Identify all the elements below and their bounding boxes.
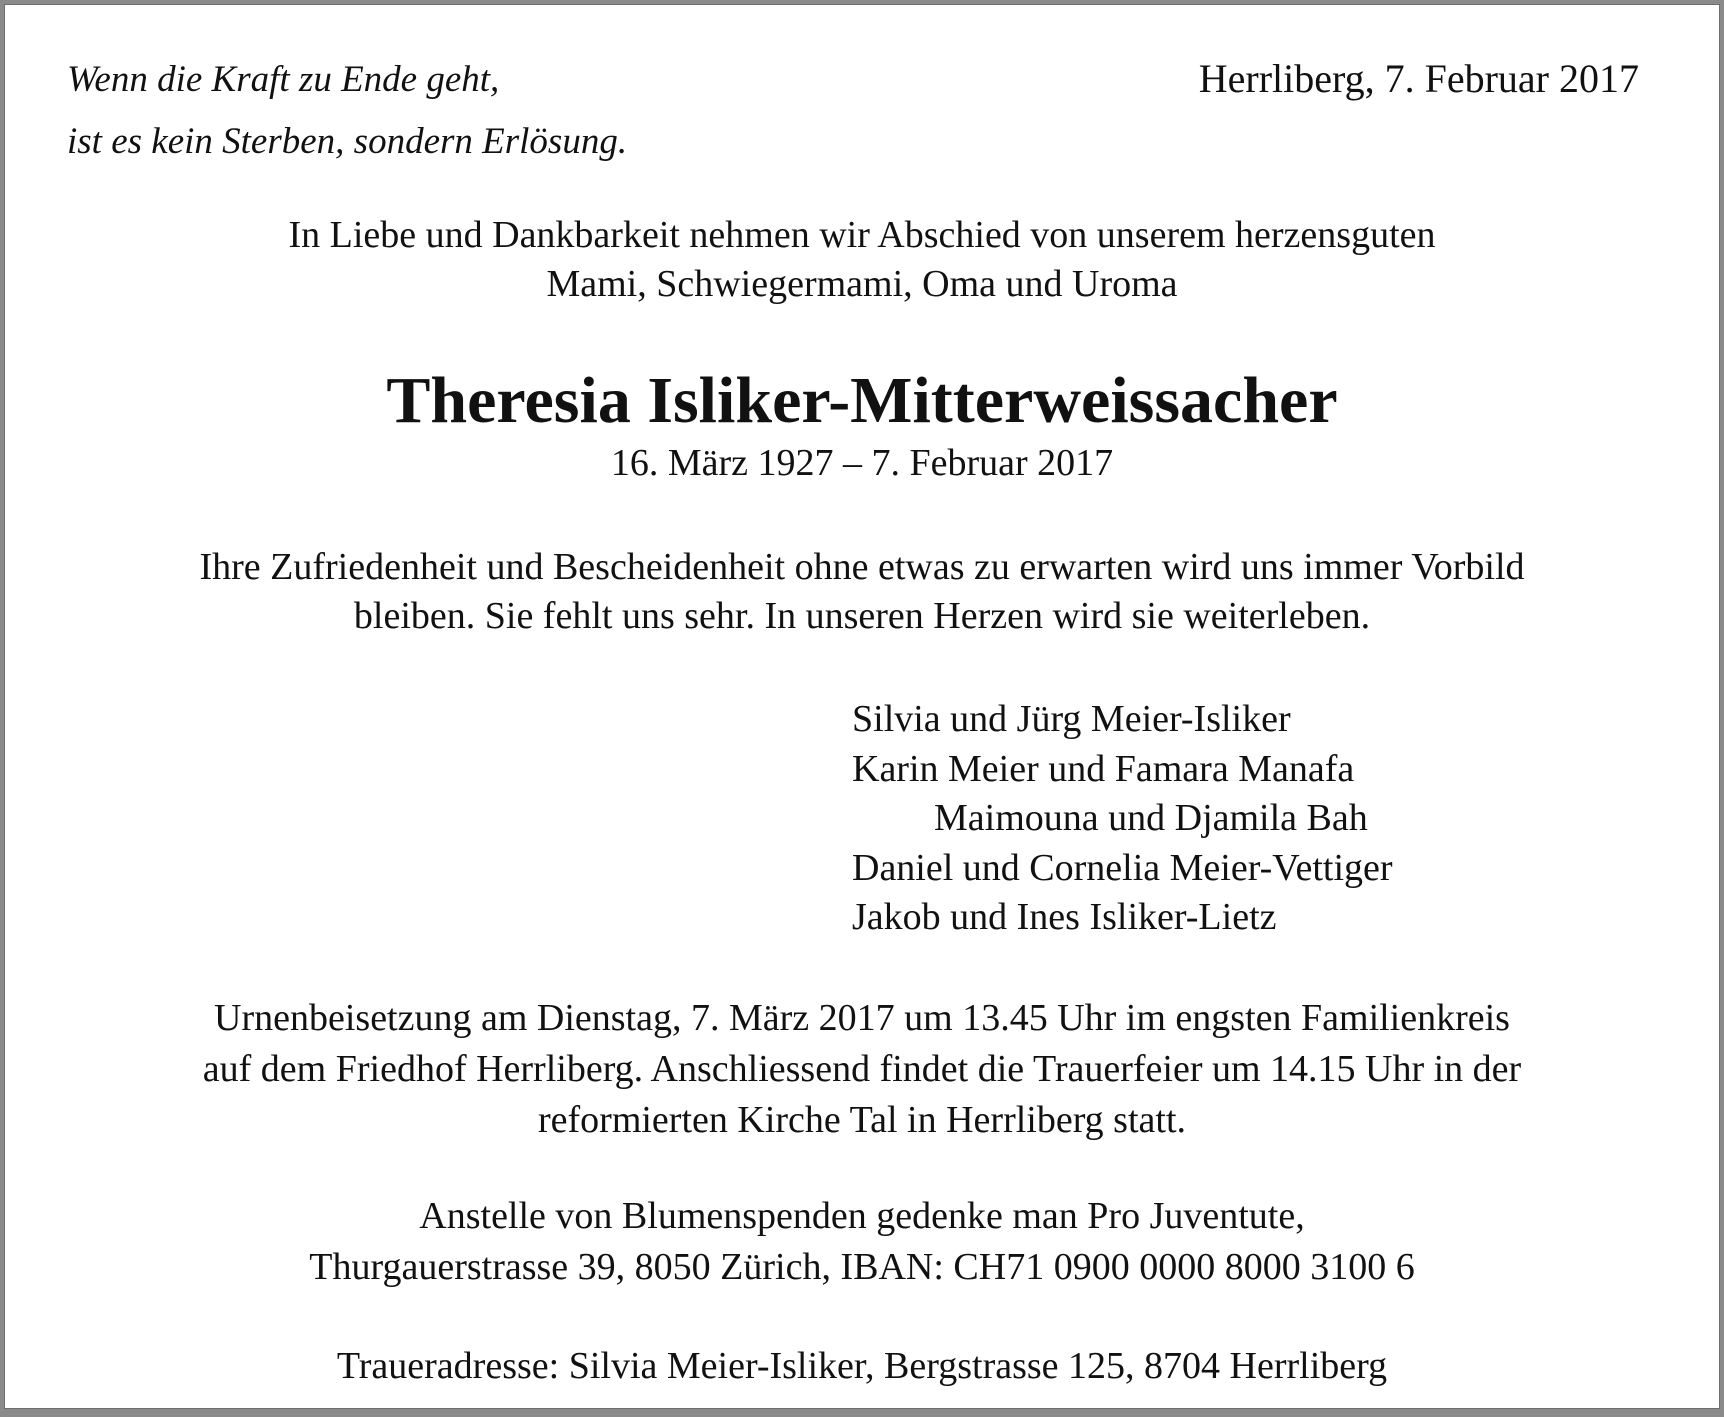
mourning-address: Traueradresse: Silvia Meier-Isliker, Bergstrasse 125, 8704 Herrliberg — [336, 1345, 1388, 1387]
donation-line: Thurgauerstrasse 39, 8050 Zürich, IBAN: CH71 0900 0000 8000 3100 6 — [309, 1246, 1415, 1288]
place-and-date: Herrliberg, 7. Februar 2017 — [1198, 56, 1639, 101]
deceased-name: Theresia Isliker-Mitterweissacher — [386, 364, 1338, 437]
obituary-notice — [4, 4, 1720, 1409]
mourner-entry: Karin Meier und Famara Manafa — [852, 747, 1355, 790]
intro-line: Mami, Schwiegermami, Oma und Uroma — [546, 263, 1178, 305]
mourner-entry: Silvia und Jürg Meier-Isliker — [852, 698, 1291, 740]
tribute-line: Ihre Zufriedenheit und Bescheidenheit ohne etwas zu erwarten wird uns immer Vorbild — [199, 546, 1525, 588]
donation-line: Anstelle von Blumenspenden gedenke man Pro Juventute, — [419, 1195, 1305, 1237]
donation-note — [5, 1191, 1719, 1293]
intro-line: In Liebe und Dankbarkeit nehmen wir Abschied von unserem herzensguten — [288, 214, 1436, 256]
mourner-entry: Daniel und Cornelia Meier-Vettiger — [852, 846, 1393, 889]
tribute-text — [5, 543, 1719, 641]
tribute-line: bleiben. Sie fehlt uns sehr. In unseren Herzen wird sie weiterleben. — [353, 595, 1371, 637]
motto-line: ist es kein Sterben, sondern Erlösung. — [67, 121, 628, 162]
ceremony-line: auf dem Friedhof Herrliberg. Anschliessend findet die Trauerfeier um 14.15 Uhr in der — [202, 1048, 1522, 1090]
life-dates: 16. März 1927 – 7. Februar 2017 — [610, 442, 1114, 484]
farewell-intro — [5, 211, 1719, 309]
ceremony-details — [5, 993, 1719, 1146]
mourner-entry: Jakob und Ines Isliker-Lietz — [852, 896, 1277, 938]
ceremony-line: reformierten Kirche Tal in Herrliberg statt. — [537, 1099, 1187, 1141]
mourner-entry: Maimouna und Djamila Bah — [934, 797, 1368, 839]
motto-quote — [67, 49, 627, 173]
ceremony-line: Urnenbeisetzung am Dienstag, 7. März 2017 um 13.45 Uhr im engsten Familienkreis — [214, 997, 1510, 1039]
mourners-list — [852, 695, 1393, 943]
motto-line: Wenn die Kraft zu Ende geht, — [67, 59, 500, 100]
